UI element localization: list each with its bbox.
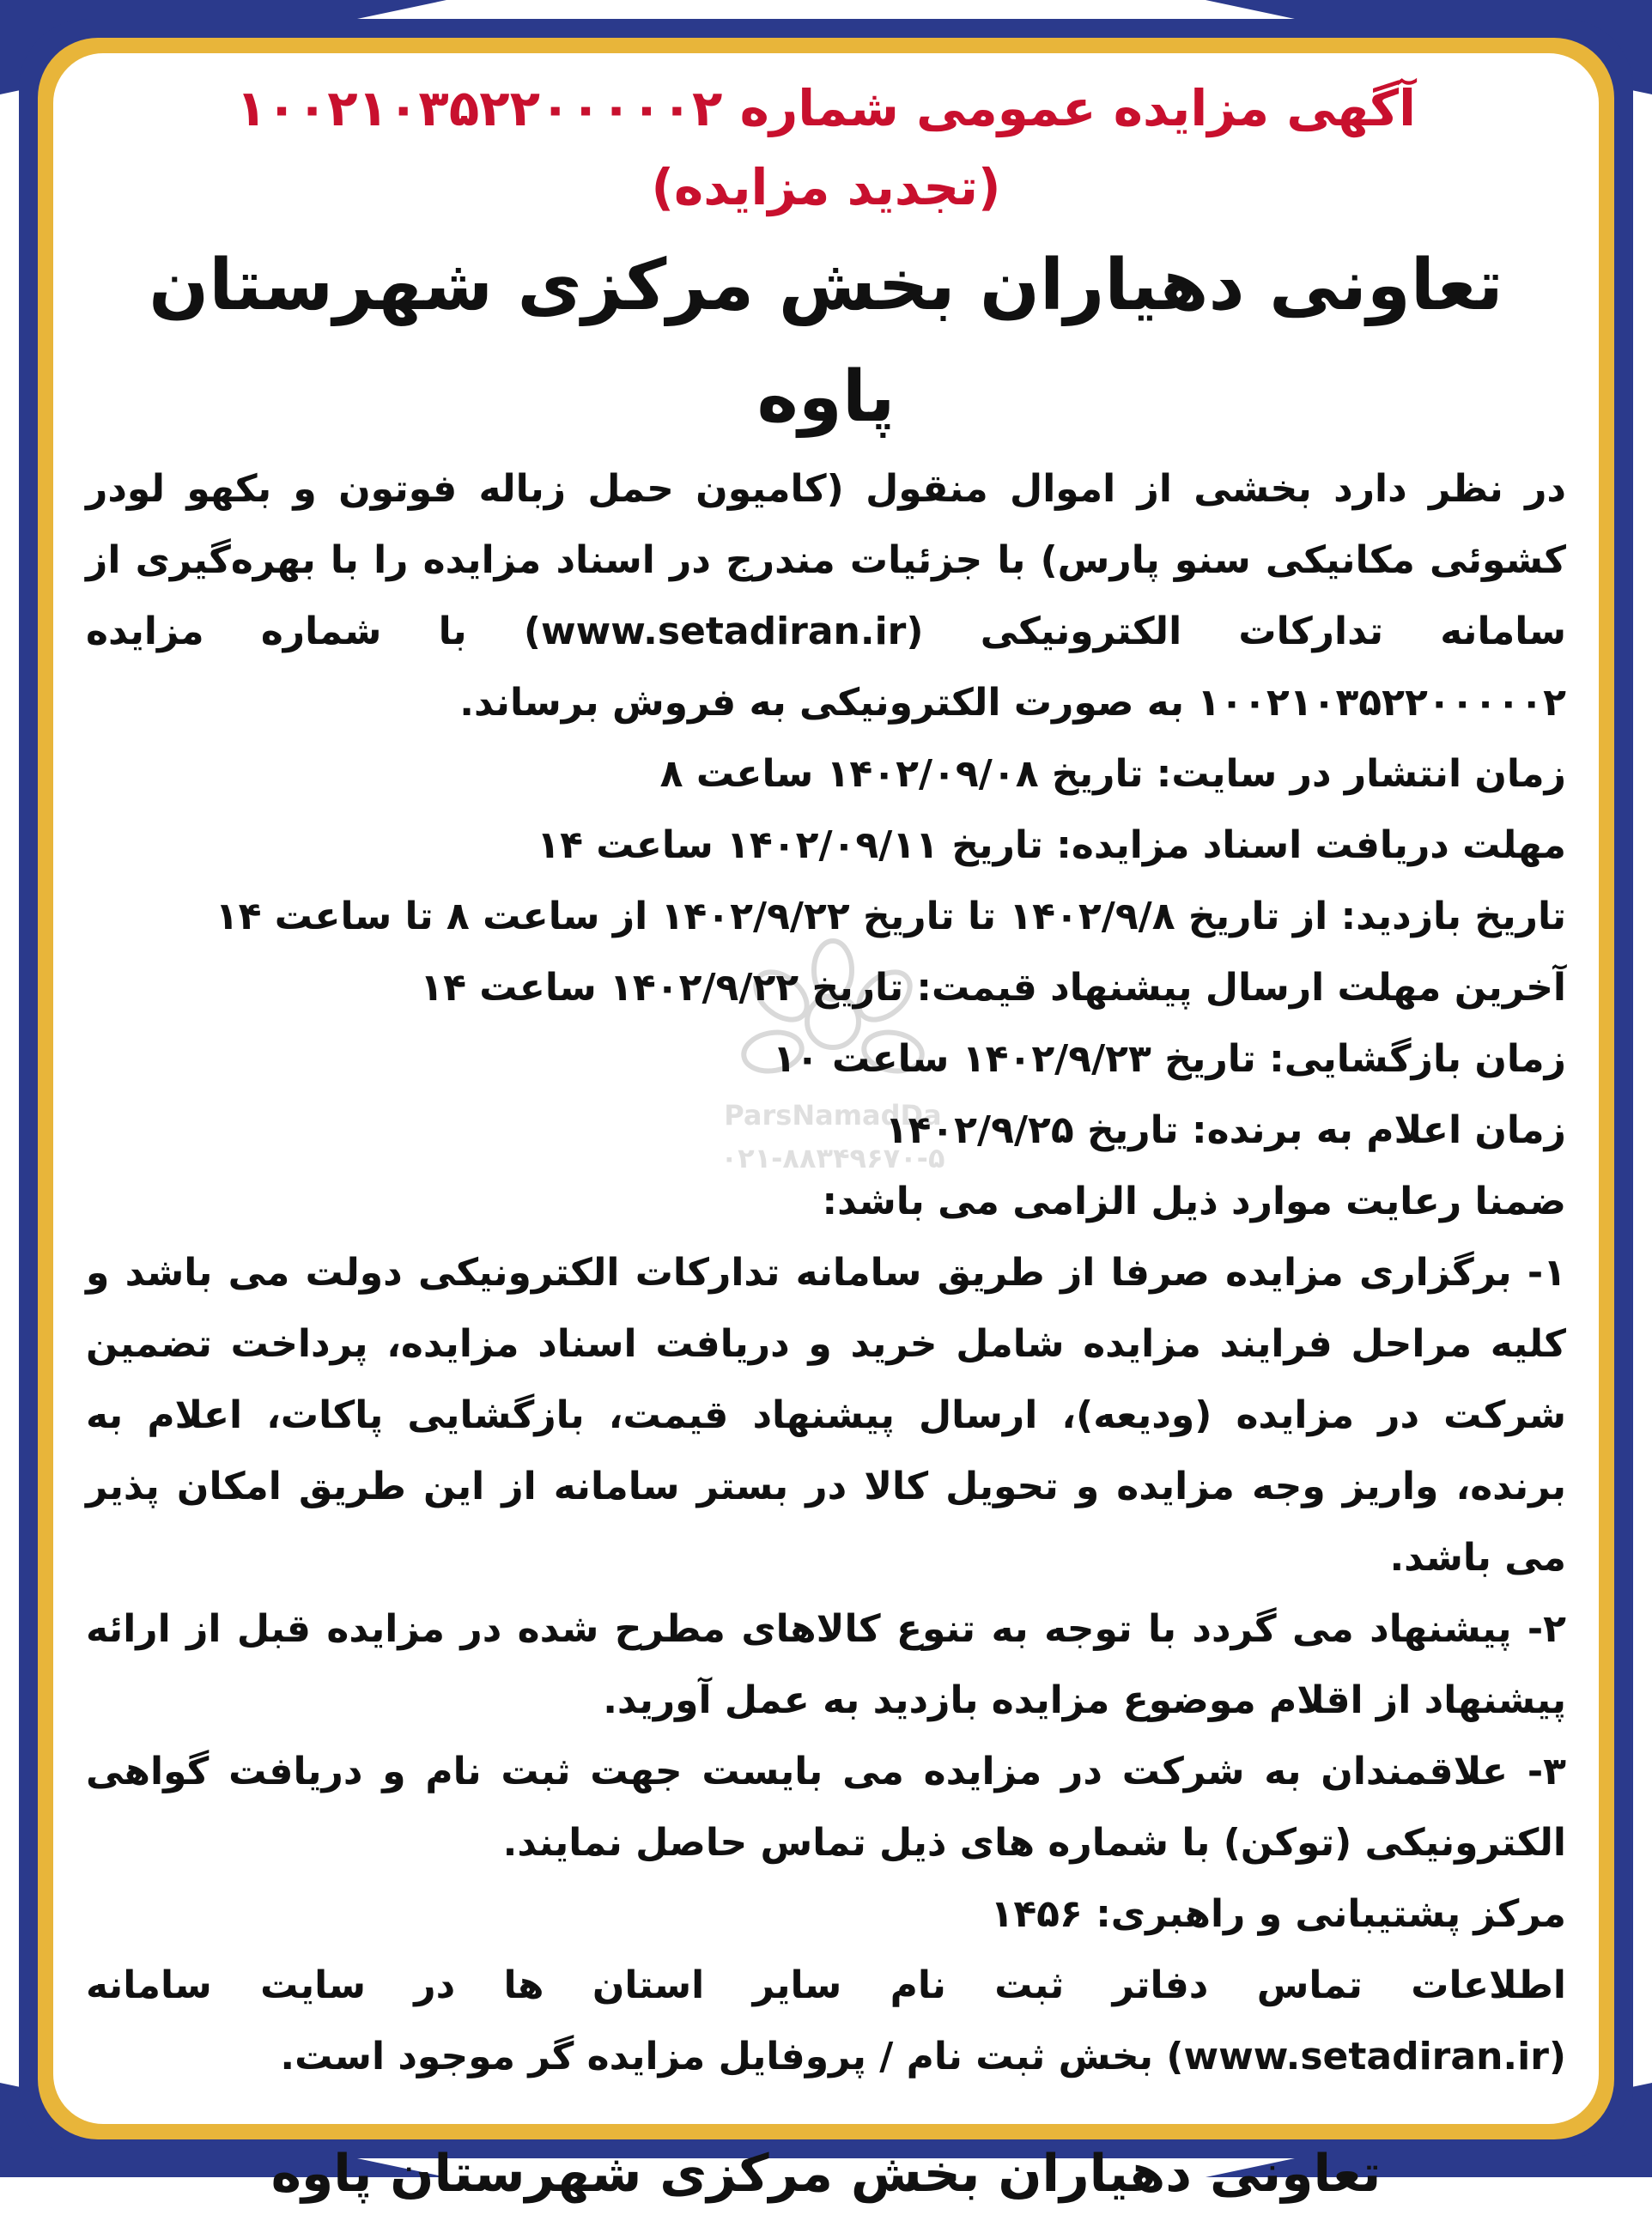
requirement-item-2: ۲- پیشنهاد می گردد با توجه به تنوع کالاهای مطرح شده در مزایده قبل از ارائه پیشنهاد از اقلام موضوع مزایده بازدید به عمل آورید. bbox=[86, 1607, 1566, 1722]
renewal-subheading: (تجدید مزایده) bbox=[651, 158, 1001, 216]
requirement-item-3: ۳- علاقمندان به شرکت در مزایده می بایست جهت ثبت نام و دریافت گواهی الکترونیکی (توکن) با شماره های ذیل تماس حاصل نمایند. bbox=[86, 1750, 1566, 1865]
notice-number-heading: آگهی مزایده عمومی شماره ۱۰۰۲۱۰۳۵۲۲۰۰۰۰۰۲ bbox=[236, 79, 1416, 137]
contact-info: اطلاعات تماس دفاتر ثبت نام سایر استان ها در سایت سامانه (www.setadiran.ir) بخش ثبت نام / پروفایل مزایده گر موجود است. bbox=[86, 1963, 1566, 2078]
schedule-documents-deadline: مهلت دریافت اسناد مزایده: تاریخ ۱۴۰۲/۰۹/۱۱ ساعت ۱۴ bbox=[537, 823, 1566, 867]
requirements-intro: ضمنا رعایت موارد ذیل الزامی می باشد: bbox=[822, 1180, 1566, 1223]
support-center: مرکز پشتیبانی و راهبری: ۱۴۵۶ bbox=[990, 1892, 1566, 1936]
requirement-item-1: ۱- برگزاری مزایده صرفا از طریق سامانه تدارکات الکترونیکی دولت می باشد و کلیه مراحل فرایند مزایده شامل خرید و دریافت اسناد مزایده، پرداخت تضمین شرکت در مزایده (ودیعه)، ارسال پیشنهاد قیمت، بازگشایی پاکات، اعلام به برنده، واریز وجه مزایده و تحویل کالا در بستر سامانه از این طریق امکان پذیر می باشد. bbox=[86, 1251, 1566, 1580]
organization-title: تعاونی دهیاران بخش مرکزی شهرستان پاوه bbox=[149, 245, 1503, 438]
schedule-opening: زمان بازگشایی: تاریخ ۱۴۰۲/۹/۲۳ ساعت ۱۰ bbox=[772, 1037, 1566, 1081]
notice-content bbox=[86, 69, 1566, 2204]
intro-paragraph: در نظر دارد بخشی از اموال منقول (کامیون حمل زباله فوتون و بکهو لودر کشوئی مکانیکی سنو پارس) با جزئیات مندرج در اسناد مزایده را با بهره‌گیری از سامانه تدارکات الکترونیکی (www.setadiran.ir) با شماره مزایده ۱۰۰۲۱۰۳۵۲۲۰۰۰۰۰۲ به صورت الکترونیکی به فروش برساند. bbox=[86, 467, 1566, 725]
schedule-visit: تاریخ بازدید: از تاریخ ۱۴۰۲/۹/۸ تا تاریخ ۱۴۰۲/۹/۲۲ از ساعت ۸ تا ساعت ۱۴ bbox=[215, 895, 1566, 938]
schedule-winner-announcement: زمان اعلام به برنده: تاریخ ۱۴۰۲/۹/۲۵ bbox=[884, 1108, 1566, 1152]
schedule-bid-deadline: آخرین مهلت ارسال پیشنهاد قیمت: تاریخ ۱۴۰۲/۹/۲۲ ساعت ۱۴ bbox=[420, 966, 1566, 1010]
schedule-publish: زمان انتشار در سایت: تاریخ ۱۴۰۲/۰۹/۰۸ ساعت ۸ bbox=[659, 752, 1566, 796]
footer-organization-title: تعاونی دهیاران بخش مرکزی شهرستان پاوه bbox=[270, 2144, 1382, 2204]
